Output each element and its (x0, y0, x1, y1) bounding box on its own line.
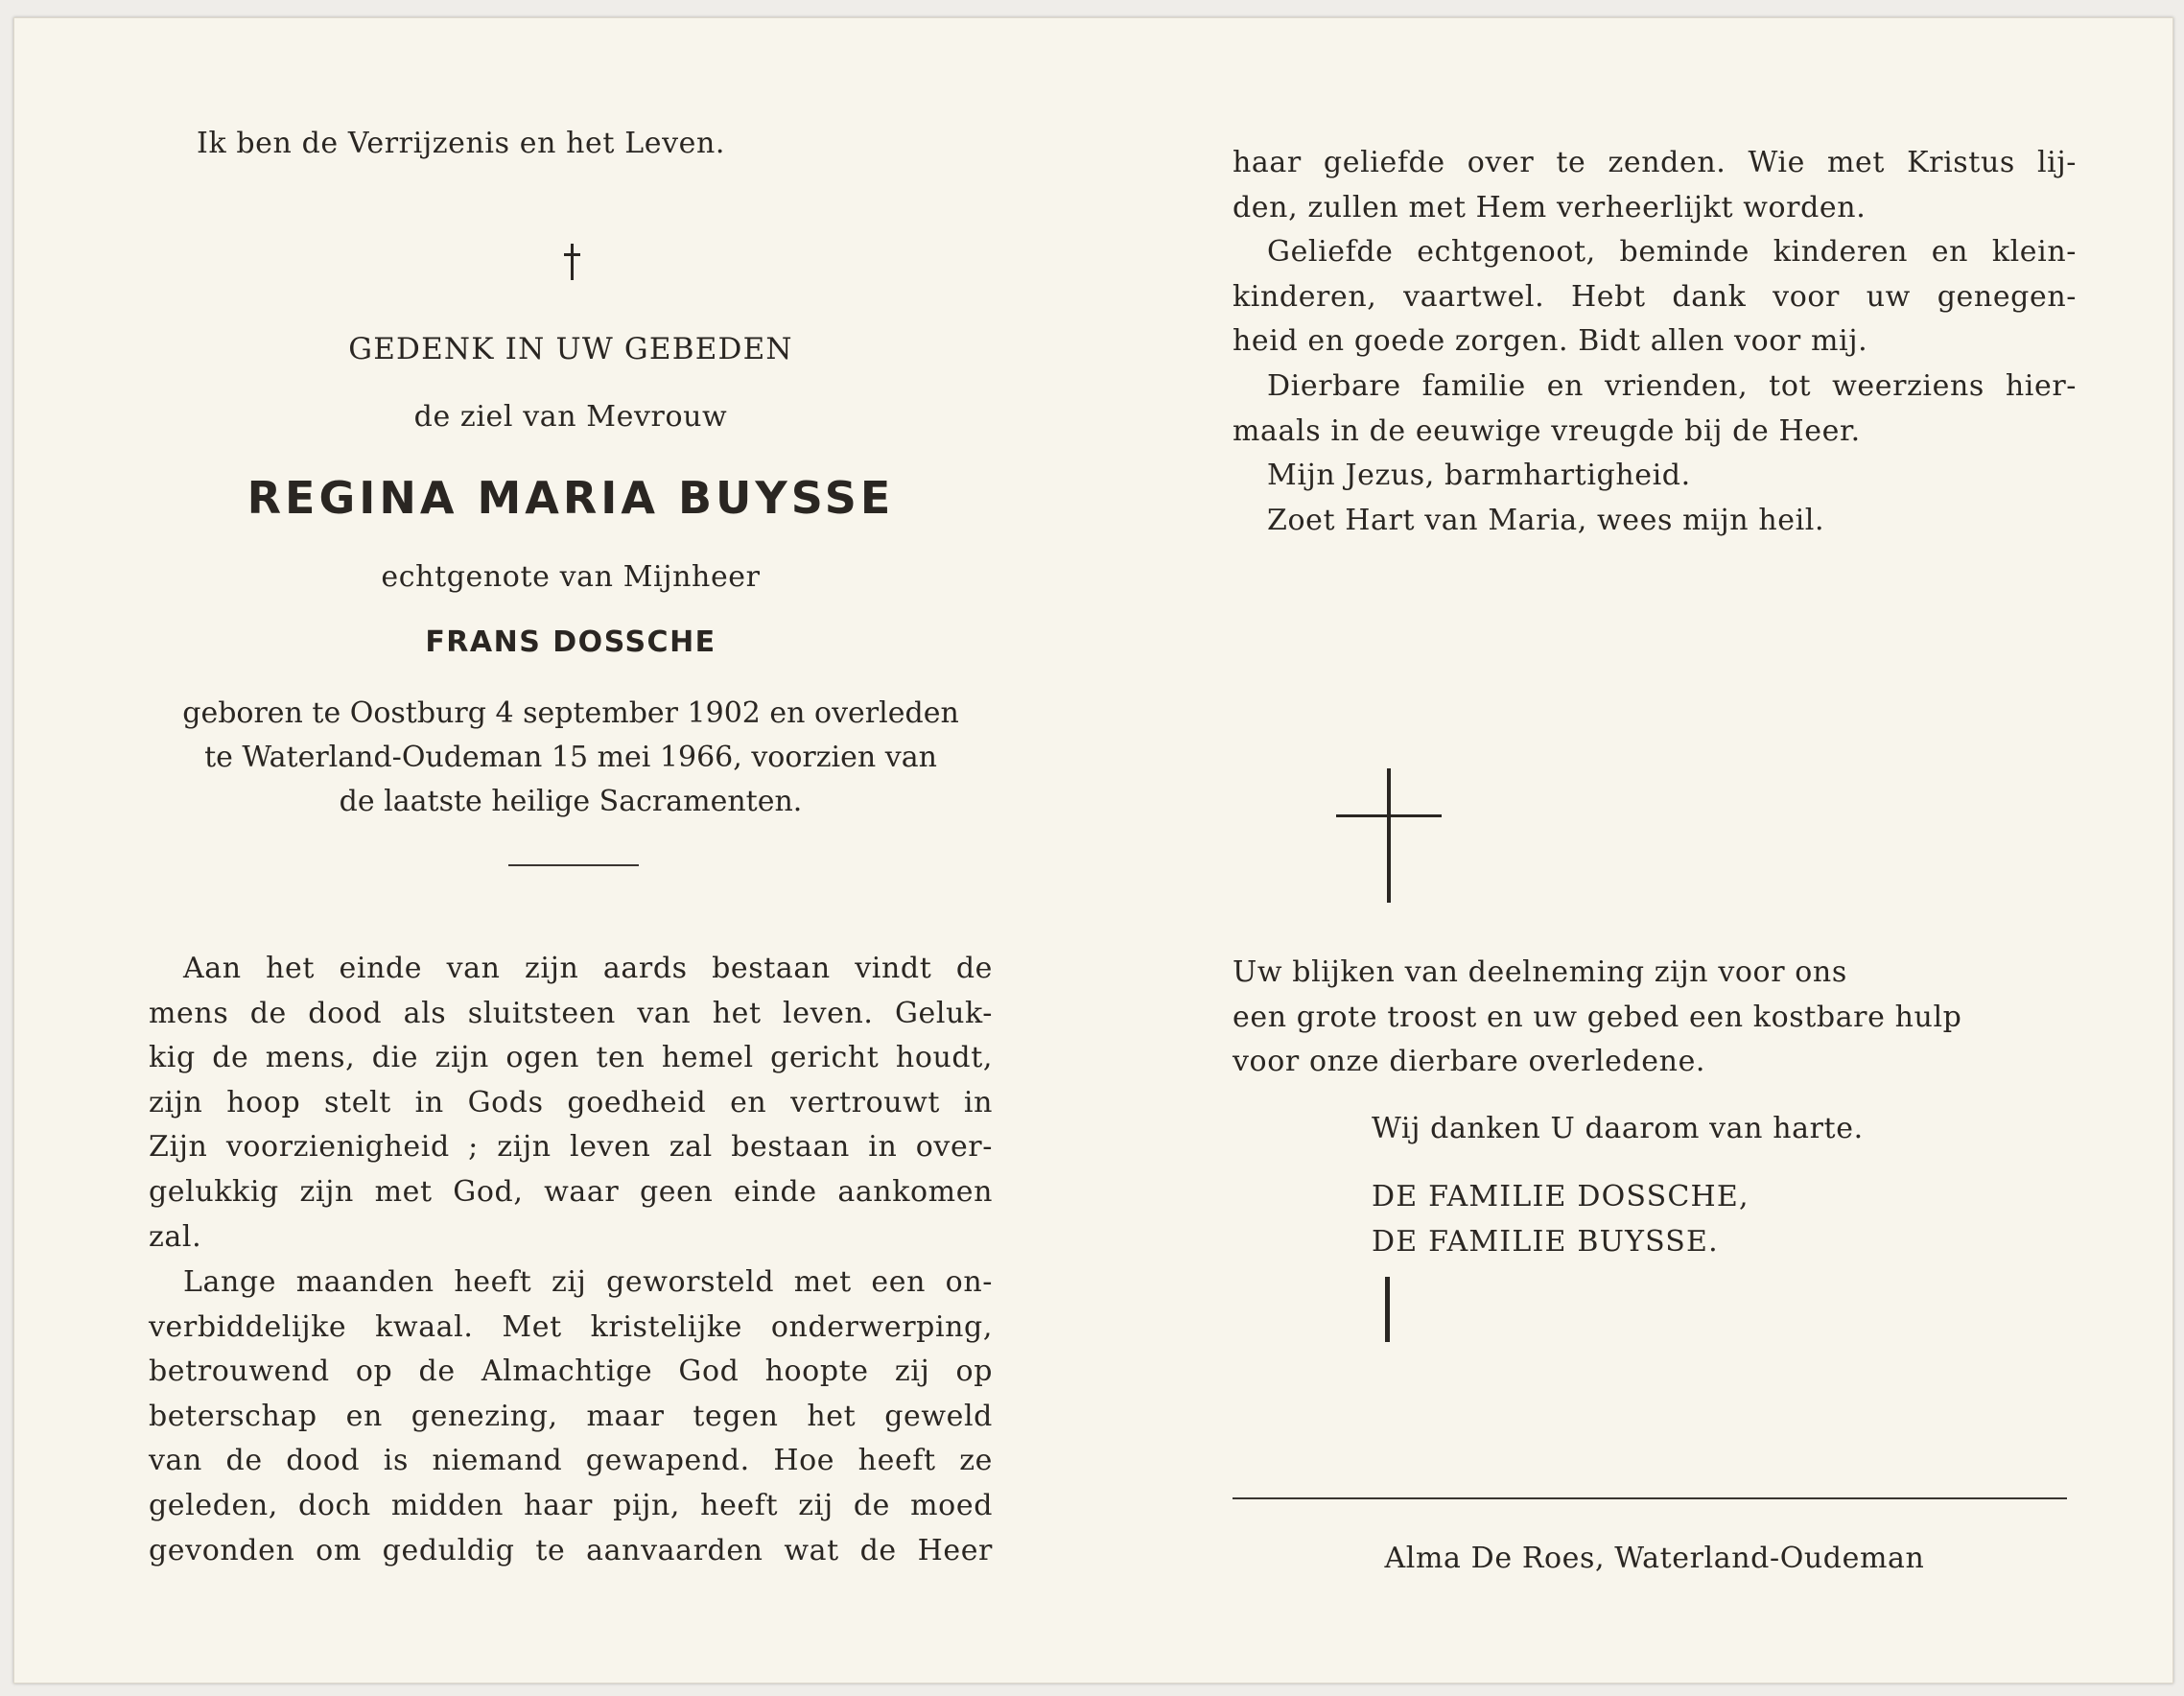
printer-credit: Alma De Roes, Waterland-Oudeman (1384, 1542, 1925, 1575)
text-line: Zoet Hart van Maria, wees mijn heil. (1267, 503, 1825, 537)
text-line: zijn hoop stelt in Gods goedheid en vertrouwt in (149, 1085, 993, 1119)
birth-death-details (149, 692, 993, 824)
text-line: kinderen, vaartwel. Hebt dank voor uw genegen- (1233, 279, 2077, 314)
text-line: betrouwend op de Almachtige God hoopte zij op (149, 1354, 993, 1389)
text-line: een grote troost en uw gebed een kostbare hulp (1233, 1000, 1962, 1034)
text-line: Aan het einde van zijn aards bestaan vindt de (183, 952, 993, 985)
vertical-bar-ornament (1385, 1277, 1390, 1342)
text-line: maals in de eeuwige vreugde bij de Heer. (1233, 413, 1861, 448)
text-line: Uw blijken van deelneming zijn voor ons (1233, 955, 1847, 989)
thanks-text (1233, 951, 1961, 1085)
text-line: gelukkig zijn met God, waar geen einde aankomen (149, 1174, 993, 1209)
continuation-text (1233, 141, 2077, 543)
text-line: mens de dood als sluitsteen van het leven. Geluk- (149, 996, 993, 1030)
cross-icon (564, 244, 579, 280)
gratitude-line: Wij danken U daarom van harte. (1372, 1112, 1864, 1145)
text-line: haar geliefde over te zenden. Wie met Kristus lij- (1233, 146, 2077, 179)
born-line: geboren te Oostburg 4 september 1902 en overleden (182, 696, 959, 730)
spouse-intro: echtgenote van Mijnheer (381, 560, 761, 594)
large-cross-icon (1336, 768, 1442, 903)
deceased-name: REGINA MARIA BUYSSE (247, 472, 895, 524)
family-dossche: DE FAMILIE DOSSCHE, (1372, 1180, 1750, 1213)
text-line: zal. (149, 1219, 202, 1254)
ziel-line: de ziel van Mevrouw (413, 400, 728, 434)
born-line: te Waterland-Oudeman 15 mei 1966, voorzien van (204, 741, 937, 774)
paragraph-1 (149, 947, 993, 1260)
paragraph-2 (149, 1260, 993, 1573)
memorial-card (13, 17, 2173, 1684)
gedenk-heading: GEDENK IN UW GEBEDEN (348, 332, 793, 366)
text-line: gevonden om geduldig te aanvaarden wat de Heer (149, 1533, 993, 1567)
footer-divider (1233, 1497, 2067, 1499)
family-buysse: DE FAMILIE BUYSSE. (1372, 1225, 1719, 1259)
text-line: van de dood is niemand gewapend. Hoe heeft ze (149, 1444, 993, 1478)
text-line: Lange maanden heeft zij geworsteld met een on- (183, 1265, 993, 1299)
text-line: heid en goede zorgen. Bidt allen voor mij. (1233, 324, 1868, 359)
left-page (149, 18, 993, 1683)
born-line: de laatste heilige Sacramenten. (339, 785, 803, 818)
text-line: Mijn Jezus, barmhartigheid. (1267, 459, 1691, 493)
text-line: beterschap en genezing, maar tegen het geweld (149, 1399, 993, 1433)
text-line: Geliefde echtgenoot, beminde kinderen en klein- (1267, 235, 2077, 270)
text-line: verbiddelijke kwaal. Met kristelijke onderwerping, (149, 1309, 993, 1344)
epigraph: Ik ben de Verrijzenis en het Leven. (197, 127, 726, 160)
text-line: geleden, doch midden haar pijn, heeft zij de moed (149, 1488, 993, 1522)
text-line: kig de mens, die zijn ogen ten hemel gericht houdt, (149, 1041, 993, 1075)
text-line: Dierbare familie en vrienden, tot weerziens hier- (1267, 368, 2077, 403)
text-line: den, zullen met Hem verheerlijkt worden. (1233, 190, 1867, 224)
text-line: Zijn voorzienigheid ; zijn leven zal bestaan in over- (149, 1130, 993, 1165)
spouse-name: FRANS DOSSCHE (425, 625, 716, 659)
text-line: voor onze dierbare overledene. (1233, 1045, 1706, 1079)
right-page (1233, 18, 2077, 1683)
divider (508, 864, 639, 866)
